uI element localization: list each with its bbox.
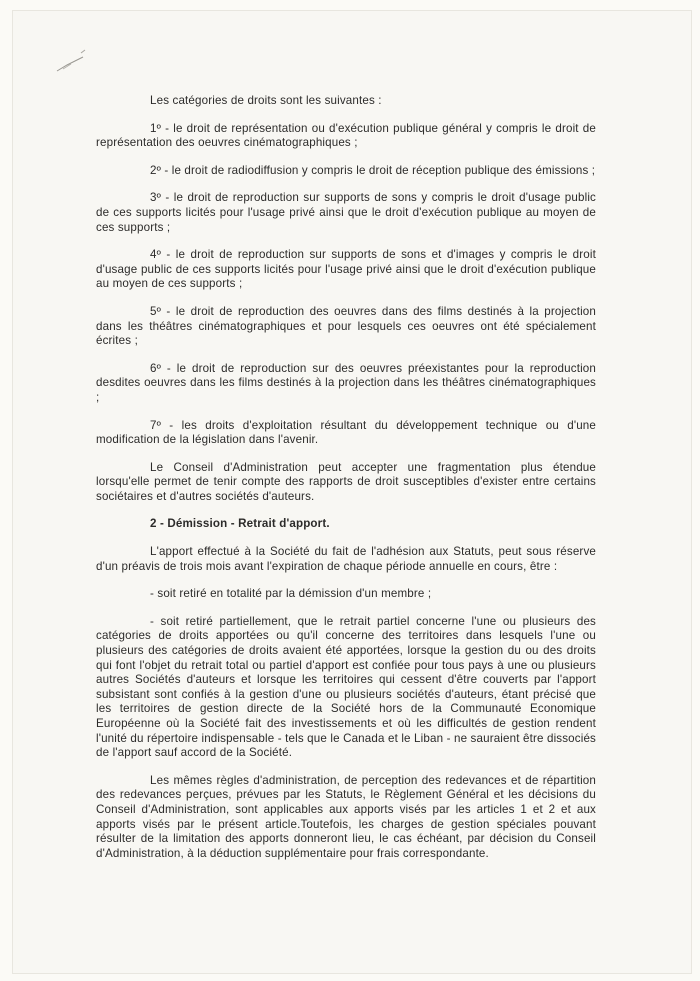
conseil-paragraph: Le Conseil d'Administration peut accepter une fragmentation plus étendue lorsqu'elle permet de tenir compte des rapports de droit susceptibles d'exister entre certains sociétaires et d'autres sociétés d'auteurs. — [96, 460, 596, 503]
list-item: 4º - le droit de reproduction sur supports de sons et d'images y compris le droit d'usage public de ces supports licités pour l'usage privé ainsi que le droit d'exécution publique au moyen de ces supports ; — [96, 248, 596, 291]
document-body — [96, 94, 596, 861]
section-heading: 2 - Démission - Retrait d'apport. — [150, 517, 330, 531]
apport-paragraph: L'apport effectué à la Société du fait de l'adhésion aux Statuts, peut sous réserve d'un préavis de trois mois avant l'expiration de chaque période annuelle en cours, être : — [96, 545, 596, 573]
final-paragraph: Les mêmes règles d'administration, de perception des redevances et de répartition des redevances perçues, prévues par les Statuts, le Règlement Général et les décisions du Conseil d'Administration, sont applicables aux apports visés par les articles 1 et 2 et aux apports visés par le présent article.Toutefois, les charges de gestion spéciales pouvant résulter de la limitation des apports donneront lieu, le cas échéant, par décision du Conseil d'Administration, à la déduction supplémentaire pour frais correspondante. — [96, 773, 596, 860]
list-item: 7º - les droits d'exploitation résultant du développement technique ou d'une modification de la législation dans l'avenir. — [96, 418, 596, 447]
list-item: 5º - le droit de reproduction des oeuvres dans des films destinés à la projection dans les théâtres cinématographiques et pour lesquels ces oeuvres ont été spécialement écrites ; — [96, 304, 596, 348]
intro-line: Les catégories de droits sont les suivantes : — [150, 94, 382, 107]
list-item: 2º - le droit de radiodiffusion y compris le droit de réception publique des émissions ; — [150, 163, 596, 177]
list-item: 6º - le droit de reproduction sur des oeuvres préexistantes pour la reproduction desdites oeuvres dans les films destinés à la projection dans les théâtres cinématographiques ; — [96, 361, 596, 404]
list-item: 1º - le droit de représentation ou d'exécution publique général y compris le droit de représentation des oeuvres cinématographiques ; — [96, 121, 596, 150]
bullet-item: - soit retiré partiellement, que le retrait partiel concerne l'une ou plusieurs des catégories de droits apportées ou qu'il concerne des territoires dans lesquels l'une ou plusieurs des catégories de droits avaient été apportées, lorsque la gestion du ou des droits qui font l'objet du retrait total ou partiel d'apport est confiée pour tous pays à une ou plusieurs autres Sociétés d'auteurs et lorsque les territoires qui cessent d'être couverts par l'apport subsistant sont confiés à la gestion d'une ou plusieurs sociétés d'auteurs, étant précisé que les territoires de gestion directe de la Société hors de la Communauté Economique Européenne où la Société fait des investissements et où les difficultés de gestion rendent l'unité du répertoire indispensable - tels que le Canada et le Liban - ne sauraient être dissociés de l'apport sauf accord de la Société. — [96, 614, 596, 760]
pencil-mark — [53, 47, 93, 77]
bullet-item: - soit retiré en totalité par la démission d'un membre ; — [150, 587, 432, 601]
list-item: 3º - le droit de reproduction sur supports de sons y compris le droit d'usage public de ces supports licités pour l'usage privé ainsi que le droit d'exécution publique au moyen de ces supports ; — [96, 191, 596, 234]
